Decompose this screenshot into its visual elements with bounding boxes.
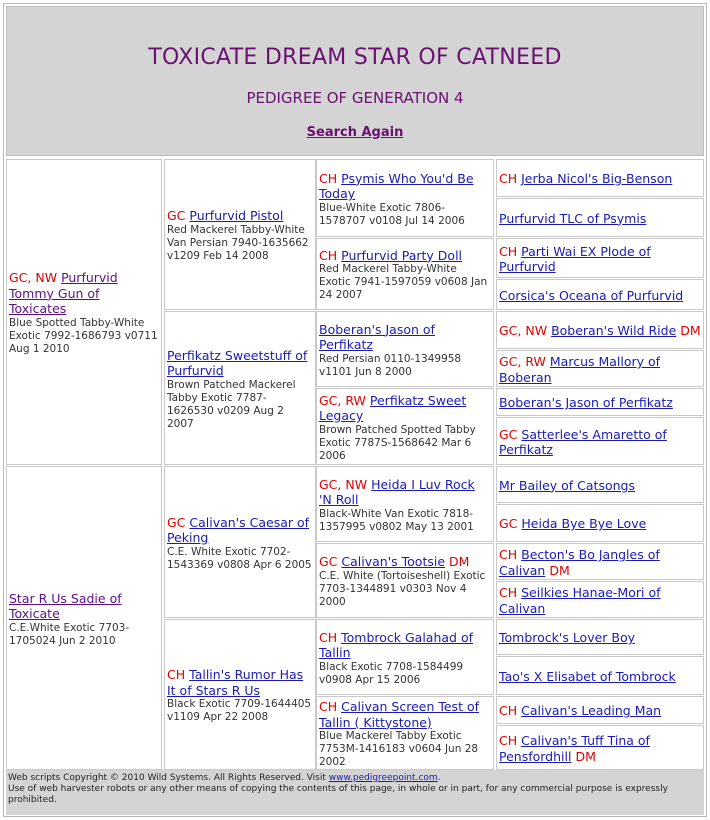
- title-badge: CH: [499, 243, 518, 259]
- cat-info: Blue Spotted Tabby-White Exotic 7992-1686793 v0711 Aug 1 2010: [9, 316, 158, 355]
- cat-info: Black Exotic 7709-1644405 v1109 Apr 22 2008: [167, 698, 312, 723]
- cat-entry: [9, 270, 159, 317]
- cat-entry: [499, 669, 701, 685]
- cat-entry: [319, 248, 491, 264]
- cat-name-link[interactable]: Corsica's Oceana of Purfurvid: [499, 287, 684, 303]
- search-again-link[interactable]: Search Again: [306, 125, 404, 140]
- cat-entry: [319, 554, 491, 570]
- cat-name-link[interactable]: Boberan's Jason of Perfikatz: [319, 321, 435, 352]
- pedigree-cell-gen3: [316, 238, 494, 310]
- pedigree-cell-gen4: [496, 543, 704, 580]
- cat-info: C.E.White Exotic 7703-1705024 Jun 2 2010: [9, 621, 130, 647]
- cat-name-link[interactable]: Tallin's Rumor Has It of Stars R Us: [167, 667, 304, 698]
- cat-entry: [167, 667, 313, 698]
- cat-entry: [499, 211, 701, 227]
- cat-name-link[interactable]: Purfurvid Pistol: [189, 208, 284, 224]
- cat-name-link[interactable]: Becton's Bo Jangles of Calivan: [499, 547, 660, 578]
- title-badge: CH: [499, 703, 518, 719]
- dm-badge: DM: [575, 748, 596, 764]
- page-title: TOXICATE DREAM STAR OF CATNEED: [148, 45, 562, 70]
- dm-badge: DM: [549, 562, 570, 578]
- usage-notice: Use of web harvester robots or any other means of copying the contents of this page, in whole or in part, for any commercial purpose is expressly prohibited.: [8, 784, 668, 805]
- cat-entry: [499, 547, 701, 578]
- title-badge: CH: [499, 585, 518, 600]
- cat-info: Red Mackerel Tabby-White Exotic 7941-1597059 v0608 Jan 24 2007: [319, 263, 488, 302]
- cat-name-link[interactable]: Calivan Screen Test of Tallin ( Kittystone): [319, 699, 479, 730]
- cat-entry: [499, 395, 701, 411]
- pedigree-cell-gen4: [496, 504, 704, 542]
- cat-name-link[interactable]: Mr Bailey of Catsongs: [499, 477, 635, 493]
- cat-entry: [319, 322, 491, 353]
- pedigree-cell-gen2: [164, 466, 316, 618]
- cat-entry: [499, 323, 701, 339]
- pedigree-cell-gen4: [496, 350, 704, 387]
- cat-info: Black-White Van Exotic 7818-1357995 v0802 May 13 2001: [319, 507, 474, 533]
- cat-entry: [499, 288, 701, 304]
- title-badge: CH: [499, 171, 518, 187]
- cat-entry: [167, 348, 313, 379]
- page-header: [6, 6, 704, 156]
- pedigree-cell-gen4: [496, 388, 704, 416]
- cat-name-link[interactable]: Calivan's Caesar of Peking: [167, 514, 310, 545]
- dm-badge: DM: [449, 554, 470, 570]
- cat-entry: [319, 171, 491, 202]
- cat-info: C.E. White (Tortoiseshell) Exotic 7703-1344891 v0303 Nov 4 2000: [319, 569, 486, 608]
- cat-name-link[interactable]: Star R Us Sadie of Toxicate: [9, 590, 122, 621]
- cat-entry: [499, 354, 701, 385]
- cat-entry: [499, 630, 701, 646]
- title-badge: CH: [319, 699, 338, 714]
- copyright-line: [8, 773, 702, 784]
- cat-name-link[interactable]: Jerba Nicol's Big-Benson: [521, 171, 673, 187]
- pedigree-cell-gen4: [496, 238, 704, 278]
- cat-entry: [499, 585, 701, 616]
- title-badge: GC: [499, 516, 518, 532]
- cat-entry: [319, 630, 491, 661]
- cat-info: Black Exotic 7708-1584499 v0908 Apr 15 2006: [319, 660, 464, 686]
- title-badge: GC: [499, 426, 518, 442]
- cat-info: Brown Patched Mackerel Tabby Exotic 7787-1626530 v0209 Aug 2 2007: [167, 378, 296, 430]
- cat-name-link[interactable]: Heida Bye Bye Love: [521, 516, 647, 532]
- title-badge: CH: [319, 170, 338, 186]
- pedigree-cell-gen1: [6, 159, 162, 465]
- cat-name-link[interactable]: Psymis Who You'd Be Today: [319, 170, 474, 201]
- title-badge: CH: [499, 547, 518, 562]
- cat-name-link[interactable]: Marcus Mallory of Boberan: [499, 354, 661, 385]
- pedigree-cell-gen3: [316, 543, 494, 618]
- pedigree-cell-gen4: [496, 696, 704, 724]
- pedigree-cell-gen3: [316, 388, 494, 465]
- cat-entry: [499, 516, 701, 532]
- cat-entry: [499, 171, 701, 187]
- title-badge: GC: [167, 208, 186, 224]
- title-badge: GC, RW: [319, 392, 366, 408]
- cat-name-link[interactable]: Purfurvid Tommy Gun of Toxicates: [9, 270, 118, 317]
- cat-info: Red Mackerel Tabby-White Van Persian 7940-1635662 v1209 Feb 14 2008: [167, 223, 309, 262]
- cat-entry: [9, 591, 159, 622]
- cat-name-link[interactable]: Boberan's Wild Ride: [551, 323, 677, 339]
- pedigree-cell-gen4: [496, 311, 704, 349]
- cat-entry: [319, 393, 491, 424]
- cat-name-link[interactable]: Purfurvid TLC of Psymis: [499, 210, 647, 226]
- cat-name-link[interactable]: Tombrock Galahad of Tallin: [319, 629, 474, 660]
- cat-entry: [499, 478, 701, 494]
- cat-name-link[interactable]: Parti Wai EX Plode of Purfurvid: [499, 243, 651, 274]
- cat-info: C.E. White Exotic 7702-1543369 v0808 Apr 6 2005: [167, 545, 312, 571]
- title-badge: GC, RW: [499, 354, 546, 369]
- cat-name-link[interactable]: Calivan's Tootsie: [341, 554, 446, 570]
- cat-name-link[interactable]: Satterlee's Amaretto of Perfikatz: [499, 426, 667, 457]
- pedigree-cell-gen4: [496, 656, 704, 695]
- cat-entry: [319, 699, 491, 730]
- pedigree-cell-gen3: [316, 311, 494, 387]
- cat-entry: [499, 733, 701, 764]
- copyright-text: Web scripts Copyright © 2010 Wild Systems. All Rights Reserved. Visit: [8, 773, 326, 783]
- pedigree-cell-gen2: [164, 159, 316, 310]
- title-badge: CH: [319, 629, 338, 645]
- cat-entry: [319, 477, 491, 508]
- cat-info: Red Persian 0110-1349958 v1101 Jun 8 2000: [319, 352, 462, 378]
- title-badge: GC: [167, 514, 186, 530]
- title-badge: GC, NW: [319, 476, 368, 492]
- cat-name-link[interactable]: Calivan's Leading Man: [521, 703, 662, 719]
- title-badge: GC: [319, 554, 338, 570]
- cat-entry: [167, 515, 313, 546]
- pedigree-cell-gen3: [316, 619, 494, 695]
- title-badge: CH: [499, 733, 518, 748]
- pedigreepoint-link[interactable]: www.pedigreepoint.com: [328, 773, 438, 783]
- page-footer: [6, 770, 704, 815]
- title-badge: CH: [167, 667, 186, 682]
- pedigree-cell-gen3: [316, 466, 494, 542]
- pedigree-cell-gen3: [316, 696, 494, 770]
- cat-name-link[interactable]: Tombrock's Lover Boy: [499, 630, 636, 646]
- copyright-end: .: [437, 773, 441, 783]
- title-badge: CH: [319, 247, 338, 263]
- dm-badge: DM: [680, 323, 701, 339]
- cat-info: Brown Patched Spotted Tabby Exotic 7787S-1568642 Mar 6 2006: [319, 423, 476, 462]
- title-badge: GC, NW: [499, 323, 548, 339]
- pedigree-cell-gen4: [496, 198, 704, 237]
- pedigree-cell-gen2: [164, 311, 316, 465]
- cat-name-link[interactable]: Perfikatz Sweet Legacy: [319, 392, 467, 423]
- cat-entry: [499, 703, 701, 719]
- cat-name-link[interactable]: Seilkies Hanae-Mori of Calivan: [499, 585, 661, 616]
- title-badge: GC, NW: [9, 270, 58, 286]
- pedigree-cell-gen4: [496, 466, 704, 503]
- cat-entry: [499, 427, 701, 458]
- pedigree-cell-gen4: [496, 619, 704, 655]
- cat-name-link[interactable]: Heida I Luv Rock 'N Roll: [319, 476, 475, 507]
- cat-name-link[interactable]: Purfurvid Party Doll: [341, 247, 463, 263]
- cat-name-link[interactable]: Tao's X Elisabet of Tombrock: [499, 668, 676, 684]
- pedigree-cell-gen4: [496, 725, 704, 770]
- pedigree-cell-gen4: [496, 159, 704, 197]
- cat-name-link[interactable]: Calivan's Tuff Tina of Pensfordhill: [499, 733, 650, 764]
- pedigree-cell-gen4: [496, 279, 704, 310]
- pedigree-cell-gen4: [496, 581, 704, 618]
- pedigree-cell-gen2: [164, 619, 316, 770]
- cat-info: Blue-White Exotic 7806-1578707 v0108 Jul 14 2006: [319, 201, 465, 227]
- pedigree-cell-gen4: [496, 417, 704, 465]
- cat-entry: [499, 244, 701, 275]
- cat-name-link[interactable]: Perfikatz Sweetstuff of Purfurvid: [167, 347, 308, 378]
- pedigree-cell-gen1: [6, 466, 162, 770]
- cat-name-link[interactable]: Boberan's Jason of Perfikatz: [499, 395, 673, 411]
- pedigree-cell-gen3: [316, 159, 494, 237]
- cat-entry: [167, 208, 313, 224]
- page-subtitle: PEDIGREE OF GENERATION 4: [246, 89, 464, 107]
- cat-info: Blue Mackerel Tabby Exotic 7753M-1416183 v0604 Jun 28 2002: [319, 730, 479, 768]
